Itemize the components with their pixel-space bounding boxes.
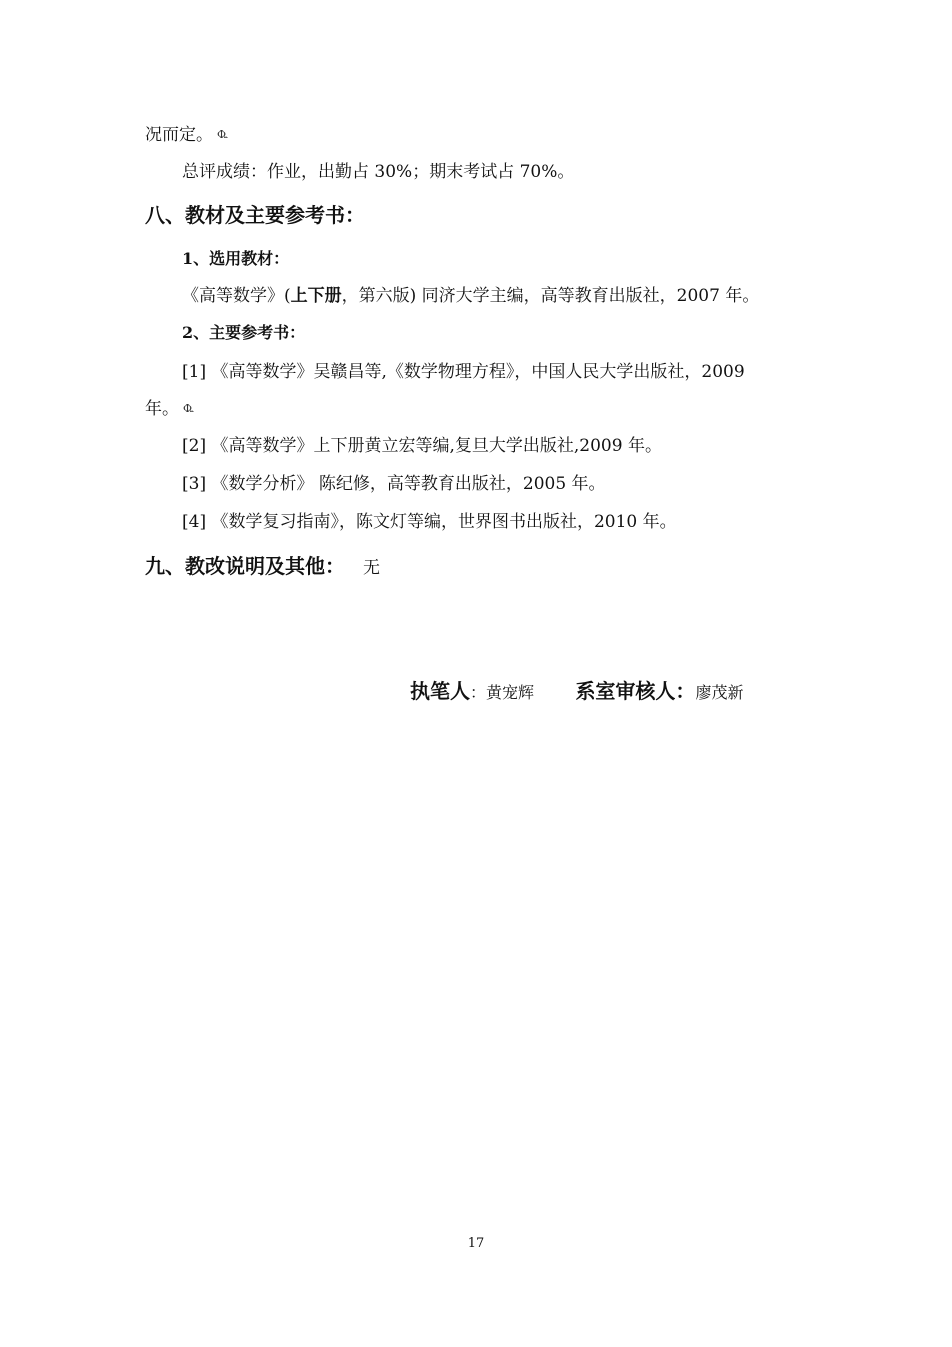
continuation-text: 况而定。 [145, 125, 213, 145]
reference-1-line-2 [145, 398, 192, 420]
references-heading: 2、主要参考书： [182, 323, 306, 342]
textbook-details: ，第六版) 同济大学主编，高等教育出版社，2007 年。 [341, 286, 760, 306]
textbook-heading: 1、选用教材： [182, 249, 290, 268]
reference-4: [4] 《数学复习指南》，陈文灯等编，世界图书出版社，2010 年。 [182, 512, 677, 532]
section-9-content: 无 [363, 558, 380, 578]
section-8-heading: 八、教材及主要参考书： [145, 203, 365, 227]
section-9-heading [145, 553, 380, 581]
grading-line: 总评成绩：作业，出勤占 30%；期末考试占 70%。 [182, 162, 575, 182]
writer-label: 执笔人 [410, 679, 470, 703]
reviewer-name: 廖茂新 [695, 683, 744, 702]
paragraph-mark: Φ꜡ [217, 128, 227, 141]
reference-2: [2] 《高等数学》上下册黄立宏等编,复旦大学出版社,2009 年。 [182, 436, 662, 456]
reference-3: [3] 《数学分析》 陈纪修，高等教育出版社，2005 年。 [182, 474, 606, 494]
textbook-title: 《高等数学》( [182, 286, 291, 306]
section-9-title: 九、教改说明及其他： [145, 554, 345, 578]
paragraph-mark: Φ꜡ [183, 402, 193, 415]
reference-1-line-1: [1] 《高等数学》吴赣昌等,《数学物理方程》，中国人民大学出版社，2009 [182, 362, 745, 382]
writer-name: 黄宠辉 [486, 683, 535, 702]
page-number: 17 [467, 1236, 485, 1251]
textbook-line [182, 285, 759, 307]
reference-1-end: 年。 [145, 399, 179, 419]
continuation-line [145, 124, 226, 146]
reviewer-label: 系室审核人： [575, 679, 696, 703]
signature-block [410, 677, 743, 707]
textbook-volume: 上下册 [290, 286, 342, 306]
writer-colon: ： [470, 683, 487, 702]
